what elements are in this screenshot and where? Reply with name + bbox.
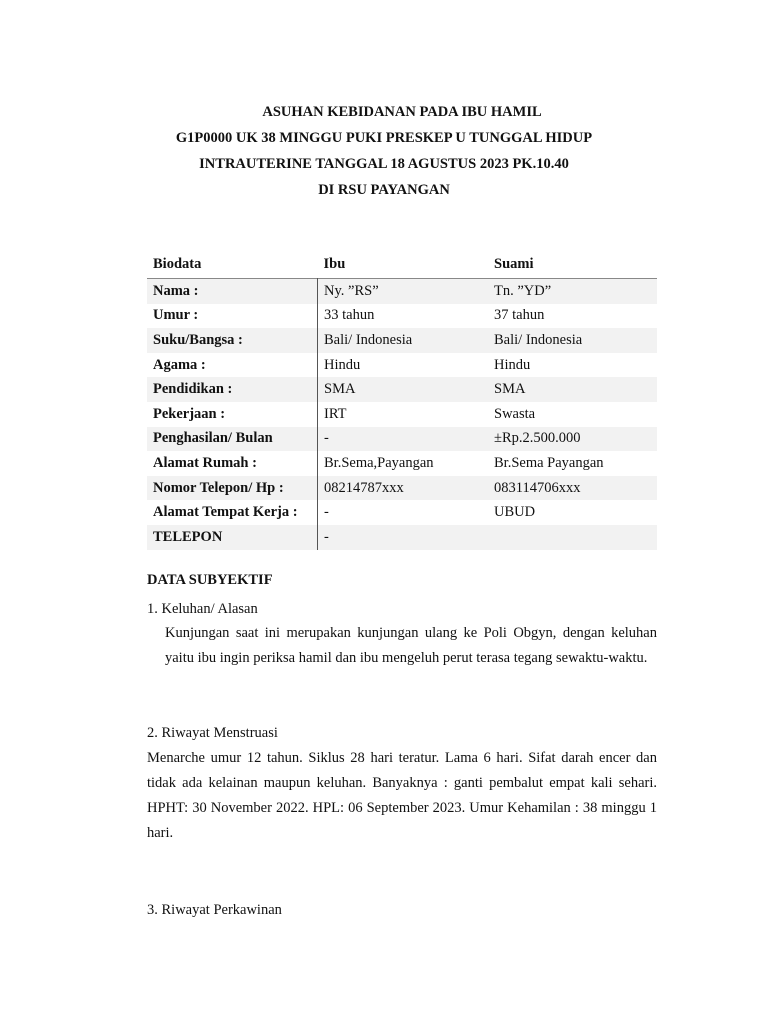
biodata-header-row xyxy=(147,250,657,279)
keluhan-text: Kunjungan saat ini merupakan kunjungan ulang ke Poli Obgyn, dengan keluhan yaitu ibu ingin periksa hamil dan ibu mengeluh perut terasa tegang sewaktu-waktu. xyxy=(165,625,657,666)
section-heading: DATA SUBYEKTIF xyxy=(147,572,273,588)
row-label: Pekerjaan : xyxy=(147,402,318,427)
menstruasi-text: Menarche umur 12 tahun. Siklus 28 hari teratur. Lama 6 hari. Sifat darah encer dan tidak ada kelainan maupun keluhan. Banyaknya : ganti pembalut empat kali sehari. HPHT: 30 November 2022. HPL: 06 September 2023. Umur Kehamilan : 38 minggu 1 hari. xyxy=(147,750,657,841)
row-ibu: 08214787xxx xyxy=(318,476,489,501)
row-suami: UBUD xyxy=(494,504,536,521)
row-suami: Hindu xyxy=(494,356,531,373)
row-ibu: - xyxy=(318,525,489,550)
table-row xyxy=(147,402,657,427)
row-label: Nomor Telepon/ Hp : xyxy=(147,476,318,501)
table-row xyxy=(147,451,657,476)
table-row xyxy=(147,427,657,452)
table-row xyxy=(147,304,657,329)
row-suami: Br.Sema Payangan xyxy=(494,454,604,471)
keluhan-heading: 1. Keluhan/ Alasan xyxy=(147,601,258,617)
table-row xyxy=(147,377,657,402)
title-line-3: INTRAUTERINE TANGGAL 18 AGUSTUS 2023 PK.10.40 xyxy=(199,156,569,172)
title-line-1: ASUHAN KEBIDANAN PADA IBU HAMIL xyxy=(262,104,542,120)
row-label: Suku/Bangsa : xyxy=(147,328,318,353)
table-row xyxy=(147,525,657,550)
row-label: Pendidikan : xyxy=(147,377,318,402)
row-ibu: 33 tahun xyxy=(324,307,375,324)
row-suami: SMA xyxy=(488,377,657,402)
row-suami: Bali/ Indonesia xyxy=(488,328,657,353)
row-label: Nama : xyxy=(147,279,318,304)
row-ibu: Hindu xyxy=(324,356,361,373)
table-row xyxy=(147,328,657,353)
document-title xyxy=(0,99,768,203)
table-row xyxy=(147,353,657,378)
row-suami: 083114706xxx xyxy=(488,476,657,501)
row-ibu: Bali/ Indonesia xyxy=(318,328,489,353)
row-suami: 37 tahun xyxy=(494,307,545,324)
table-row xyxy=(147,476,657,501)
header-ibu: Ibu xyxy=(323,255,346,272)
biodata-table xyxy=(147,250,657,550)
row-label: Agama : xyxy=(147,353,318,378)
row-ibu: - xyxy=(318,427,489,452)
row-suami: ±Rp.2.500.000 xyxy=(488,427,657,452)
row-label: Alamat Rumah : xyxy=(147,451,318,476)
perkawinan-heading: 3. Riwayat Perkawinan xyxy=(147,902,282,918)
row-ibu: SMA xyxy=(318,377,489,402)
menstruasi-heading: 2. Riwayat Menstruasi xyxy=(147,725,278,741)
row-ibu: Br.Sema,Payangan xyxy=(324,454,434,471)
header-biodata: Biodata xyxy=(153,255,202,272)
biodata-body xyxy=(147,279,657,550)
row-suami: Swasta xyxy=(494,405,536,422)
row-ibu: - xyxy=(324,504,329,521)
row-label: Alamat Tempat Kerja : xyxy=(147,500,318,525)
table-row xyxy=(147,279,657,304)
row-ibu: IRT xyxy=(324,405,347,422)
title-line-4: DI RSU PAYANGAN xyxy=(318,182,450,198)
row-suami: Tn. ”YD” xyxy=(488,279,657,304)
table-row xyxy=(147,500,657,525)
row-label: TELEPON xyxy=(147,525,318,550)
row-label: Penghasilan/ Bulan xyxy=(147,427,318,452)
title-line-2: G1P0000 UK 38 MINGGU PUKI PRESKEP U TUNGGAL HIDUP xyxy=(175,130,593,146)
row-label: Umur : xyxy=(147,304,318,329)
row-suami xyxy=(488,525,657,550)
row-ibu: Ny. ”RS” xyxy=(318,279,489,304)
header-suami: Suami xyxy=(494,255,534,272)
